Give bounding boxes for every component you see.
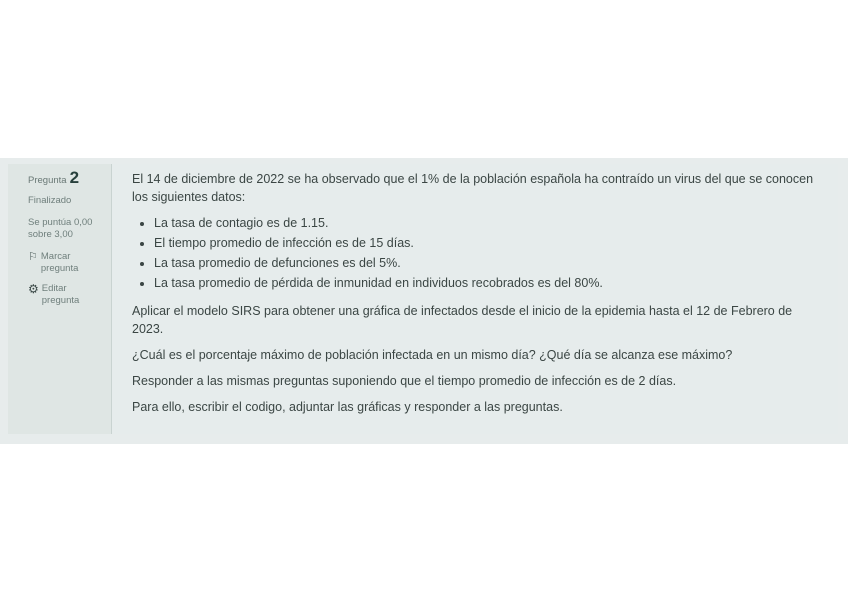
question-text-panel	[112, 164, 838, 434]
question-intro: El 14 de diciembre de 2022 se ha observado que el 1% de la población española ha contraído un virus del que se conocen los siguientes datos:	[132, 172, 814, 204]
gear-icon: ⚙	[28, 282, 39, 296]
flag-question-label: Marcar pregunta	[40, 251, 79, 274]
question-number-row	[28, 168, 105, 187]
question-task: Aplicar el modelo SIRS para obtener una gráfica de infectados desde el inicio de la epidemia hasta el 12 de Febrero de 2023.	[132, 304, 793, 336]
flag-icon: ⚐	[28, 251, 38, 263]
question-second: Responder a las mismas preguntas suponiendo que el tiempo promedio de infección es de 2 días.	[132, 374, 677, 388]
question-state: Finalizado	[28, 195, 72, 206]
edit-question-link[interactable]	[28, 283, 105, 307]
data-list	[132, 214, 824, 292]
flag-question-link[interactable]	[28, 251, 105, 275]
question-instructions: Para ello, escribir el codigo, adjuntar las gráficas y responder a las preguntas.	[132, 400, 563, 414]
question-number: 2	[69, 168, 80, 187]
quiz-screen	[0, 158, 848, 444]
data-list-item: • El tiempo promedio de infección es de 15 días.	[154, 234, 824, 252]
data-list-item: • La tasa promedio de defunciones es del 5%.	[154, 254, 824, 272]
edit-question-label: Editar pregunta	[41, 283, 80, 306]
data-list-item: • La tasa promedio de pérdida de inmunidad en individuos recobrados es del 80%.	[154, 274, 824, 292]
question-first: ¿Cuál es el porcentaje máximo de población infectada en un mismo día? ¿Qué día se alcanza ese máximo?	[132, 348, 733, 362]
question-info-panel	[8, 164, 112, 434]
question-label: Pregunta	[28, 175, 67, 186]
question-grade: Se puntúa 0,00 sobre 3,00	[28, 217, 93, 240]
data-list-item: • La tasa de contagio es de 1.15.	[154, 214, 824, 232]
